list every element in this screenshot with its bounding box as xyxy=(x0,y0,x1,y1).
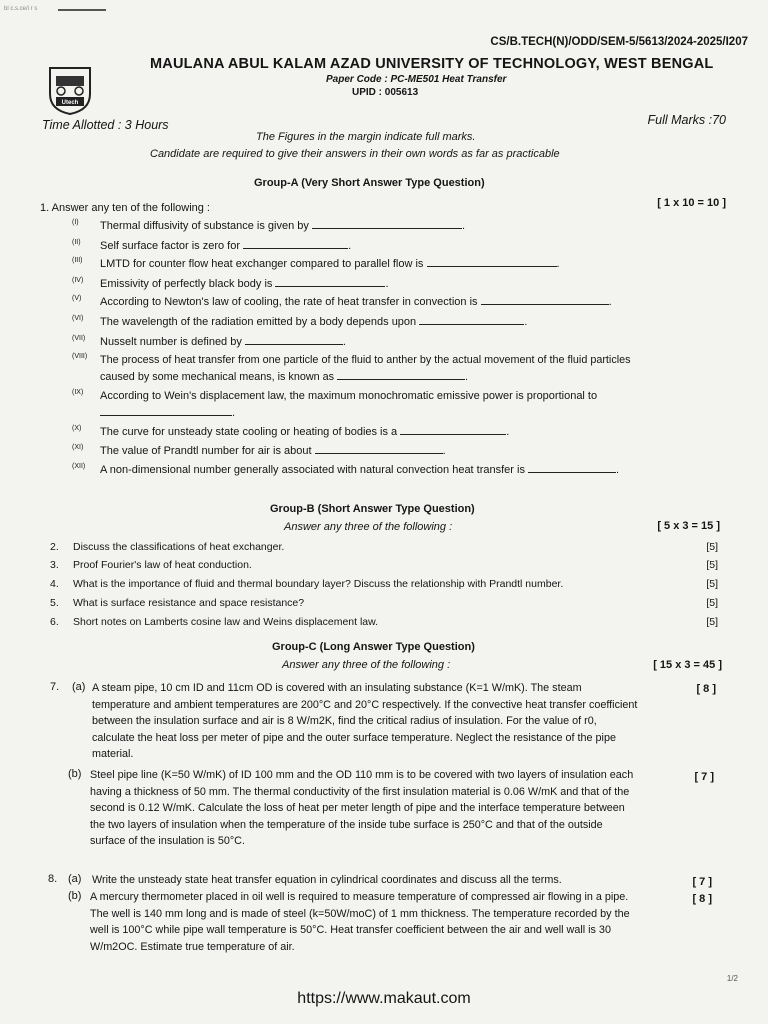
question-1-label: 1. Answer any ten of the following : xyxy=(40,202,210,214)
item-text: According to Wein's displacement law, the maximum monochromatic emissive power is proportional to xyxy=(100,390,598,402)
time-allotted: Time Allotted : 3 Hours xyxy=(42,118,169,132)
group-a-marks: [ 1 x 10 = 10 ] xyxy=(657,197,726,209)
item-number: (I) xyxy=(72,219,79,226)
item-text: Nusselt number is defined by xyxy=(100,336,242,348)
paper-code: Paper Code : PC-ME501 Heat Transfer xyxy=(326,74,507,85)
question-text: What is surface resistance and space resistance? xyxy=(73,597,305,609)
question-marks: [5] xyxy=(706,578,718,590)
group-b-title: Group-B (Short Answer Type Question) xyxy=(270,503,475,515)
item-text: The curve for unsteady state cooling or heating of bodies is a xyxy=(100,426,398,438)
item-number: (IV) xyxy=(72,277,84,284)
item-text: LMTD for counter flow heat exchanger compared to parallel flow is xyxy=(100,258,424,270)
group-c-marks: [ 15 x 3 = 45 ] xyxy=(653,659,722,671)
question-7b-marks: [ 7 ] xyxy=(694,771,714,783)
item-text: The value of Prandtl number for air is about xyxy=(100,445,312,457)
question-number: 4. xyxy=(50,578,59,590)
question-8-number: 8. xyxy=(48,873,58,885)
scan-scratch-text: bl c.s.ce/i r s xyxy=(4,6,38,12)
candidate-note: Candidate are required to give their answers in their own words as far as practicable xyxy=(150,148,560,160)
group-a-title: Group-A (Very Short Answer Type Question) xyxy=(254,177,485,189)
item-number: (V) xyxy=(72,295,82,302)
question-text: What is the importance of fluid and thermal boundary layer? Discuss the relationship with Prandtl number. xyxy=(73,578,564,590)
item-text: The wavelength of the radiation emitted by a body depends upon xyxy=(100,316,417,328)
question-number: 3. xyxy=(50,559,59,571)
question-7-number: 7. xyxy=(50,681,60,693)
item-text-continued: caused by some mechanical means, is known as xyxy=(100,371,335,383)
question-7a-text: A steam pipe, 10 cm ID and 11cm OD is covered with an insulating substance (K=1 W/mK). The steam temperature and ambient temperatures are 200°C and 20°C respectively. If the convective heat transfer coefficient between the insulation surface and air is 8 W/m2K, find the critical radius of insulation. For the value of r0, calculate the heat loss per meter of pipe and the outer surface temperature. Neglect the resistance of the pipe material. xyxy=(92,682,638,760)
paper-code-reference: CS/B.TECH(N)/ODD/SEM-5/5613/2024-2025/I207 xyxy=(490,36,748,48)
question-7b-label: (b) xyxy=(68,768,82,780)
item-number: (X) xyxy=(72,425,82,432)
item-number: (VI) xyxy=(72,315,84,322)
item-text: Self surface factor is zero for xyxy=(100,240,240,252)
question-7a-label: (a) xyxy=(72,681,86,693)
item-number: (XI) xyxy=(72,444,84,451)
item-text: Emissivity of perfectly black body is xyxy=(100,278,273,290)
question-7b-text: Steel pipe line (K=50 W/mK) of ID 100 mm and the OD 110 mm is to be covered with two layers of insulation each having a thickness of 50 mm. The thermal conductivity of the first insulation material is 0.06 W/mK and that of the second is 0.12 W/mK. Calculate the loss of heat per meter length of pipe and the interface temperature between the two layers of insulation when the temperature of the inside tube surface is 250°C and that of the outside surface of the insulation is 50°C. xyxy=(90,769,634,847)
item-number: (III) xyxy=(72,257,83,264)
question-8a-label: (a) xyxy=(68,873,82,885)
website-url[interactable]: https://www.makaut.com xyxy=(297,990,471,1007)
item-number: (XII) xyxy=(72,463,86,470)
question-number: 5. xyxy=(50,597,59,609)
logo-text: Utech xyxy=(61,100,79,106)
university-name: MAULANA ABUL KALAM AZAD UNIVERSITY OF TECHNOLOGY, WEST BENGAL xyxy=(150,56,714,72)
question-8a-text: Write the unsteady state heat transfer equation in cylindrical coordinates and discuss all the terms. xyxy=(92,874,562,886)
question-text: Short notes on Lamberts cosine law and Weins displacement law. xyxy=(73,616,379,628)
full-marks: Full Marks :70 xyxy=(647,113,726,127)
question-marks: [5] xyxy=(706,559,718,571)
question-marks: [5] xyxy=(706,616,718,628)
question-marks: [5] xyxy=(706,541,718,553)
page-number: 1/2 xyxy=(726,974,738,983)
upid: UPID : 005613 xyxy=(352,87,419,98)
item-number: (II) xyxy=(72,239,81,246)
question-number: 6. xyxy=(50,616,59,628)
item-text: The process of heat transfer from one particle of the fluid to anther by the actual movement of the fluid particles xyxy=(100,354,631,366)
item-number: (VIII) xyxy=(72,353,88,360)
scan-mark xyxy=(58,9,106,11)
exam-page: bl c.s.ce/i r s CS/B.TECH(N)/ODD/SEM-5/5613/2024-2025/I207 Utech MAULANA ABUL KALAM AZAD UNIVERSITY OF TECHNOLOGY, WEST BENGAL Paper Code : PC-ME501 Heat Transfer UPID : 005613 Time Allotted : 3 Hours Full Marks :70 The Figures in the margin indicate full marks. Candidate are required to give their answers in their own words as far as practicable Group-A (Very Short Answer Type Question) 1. Answer any ten of the following : [ 1 x 10 = 10 ] (I) Thermal diffusivity of substance is given by . (II) Self surface factor is zero for . (III) LMTD for counter flow heat exchanger compared to parallel flow is . (IV) Emissivity of perfectly black body is . (V) According to Newton's law of cooling, the rate of heat transfer in convection is . (VI) The wavelength of the radiation emitted by a body depends upon . (VII) Nusselt number is defined by . (VIII) The process of heat transfer from one particle of the fluid to anther by the actual movement of the fluid particles caused by some mechanical means, is known as . (IX) According to Wein's displacement law, the maximum monochromatic emissive power is proportional to . (X) The curve for unsteady state cooling or heating of bodies is a . (XI) The value of Prandtl number for air is about . (XII) A non-dimensional number generally associated with natural convection heat transfer is . Group-B (Short Answer Type Question) Answer any three of the following : [ 5 x 3 = 15 ] 2. Discuss the classifications of heat exchanger. [5] 3. Proof Fourier's law of heat conduction. [5] 4. What is the importance of fluid and thermal boundary layer? Discuss the relationship with Prandtl number. [5] 5. What is surface resistance and space resistance? [5] 6. Short notes on Lamberts cosine law and Weins displacement law. [5] Group-C (Long Answer Type Question) Answer any three of the following : [ 15 x 3 = 45 ] 7. (a) A steam pipe, 10 cm ID and 11cm OD is covered with an insulating substance (K=1 W/mK). The steam temperature and ambient temperatures are 200°C and 20°C respectively. If the convective heat transfer coefficient between the insulation surface and air is 8 W/m2K, find the critical radius of insulation. For the value of r0, calculate the heat loss per meter of pipe and the outer surface temperature. Neglect the resistance of the pipe material. [ 8 ] (b) Steel pipe line (K=50 W/mK) of ID 100 mm and the OD 110 mm is to be covered with two layers of insulation each having a thickness of 50 mm. The thermal conductivity of the first insulation material is 0.06 W/mK and that of the second is 0.12 W/mK. Calculate the loss of heat per meter length of pipe and the interface temperature between the two layers of insulation when the temperature of the inside tube surface is 250°C and that of the outside surface of the insulation is 50°C. [ 7 ] 8. (a) Write the unsteady state heat transfer equation in cylindrical coordinates and discuss all the terms. [ 7 ] (b) A mercury thermometer placed in oil well is required to measure temperature of compressed air flowing in a pipe. The well is 140 mm long and is made of steel (k=50W/moC) of 1 mm thickness. The temperature recorded by the well is 100°C while pipe wall temperature is 50°C. Heat transfer coefficient between the air and well wall is 30 W/m2OC. Estimate true temperature of air. [ 8 ] 1/2 https://www.makaut.com xyxy=(0,0,768,1024)
item-text: Thermal diffusivity of substance is given by xyxy=(100,220,309,232)
group-c-title: Group-C (Long Answer Type Question) xyxy=(272,641,475,653)
question-text: Discuss the classifications of heat exchanger. xyxy=(73,541,285,553)
university-logo-icon xyxy=(44,64,96,116)
item-number: (VII) xyxy=(72,335,86,342)
group-b-marks: [ 5 x 3 = 15 ] xyxy=(657,520,720,532)
item-text: According to Newton's law of cooling, the rate of heat transfer in convection is xyxy=(100,296,478,308)
question-8b-text: A mercury thermometer placed in oil well is required to measure temperature of compressed air flowing in a pipe. The well is 140 mm long and is made of steel (k=50W/moC) of 1 mm thickness. The temperature recorded by the well is 100°C while pipe wall temperature is 50°C. Heat transfer coefficient between the air and well wall is 30 W/m2OC. Estimate true temperature of air. xyxy=(90,891,630,953)
question-marks: [5] xyxy=(706,597,718,609)
question-text: Proof Fourier's law of heat conduction. xyxy=(73,559,252,571)
item-text: A non-dimensional number generally associated with natural convection heat transfer is xyxy=(100,464,525,476)
question-8a-marks: [ 7 ] xyxy=(692,876,712,888)
figures-note: The Figures in the margin indicate full marks. xyxy=(256,131,476,143)
question-7a-marks: [ 8 ] xyxy=(696,683,716,695)
group-c-instruction: Answer any three of the following : xyxy=(282,659,451,671)
question-8b-marks: [ 8 ] xyxy=(692,893,712,905)
question-number: 2. xyxy=(50,541,59,553)
item-number: (IX) xyxy=(72,389,84,396)
question-8b-label: (b) xyxy=(68,890,82,902)
group-b-instruction: Answer any three of the following : xyxy=(284,521,453,533)
